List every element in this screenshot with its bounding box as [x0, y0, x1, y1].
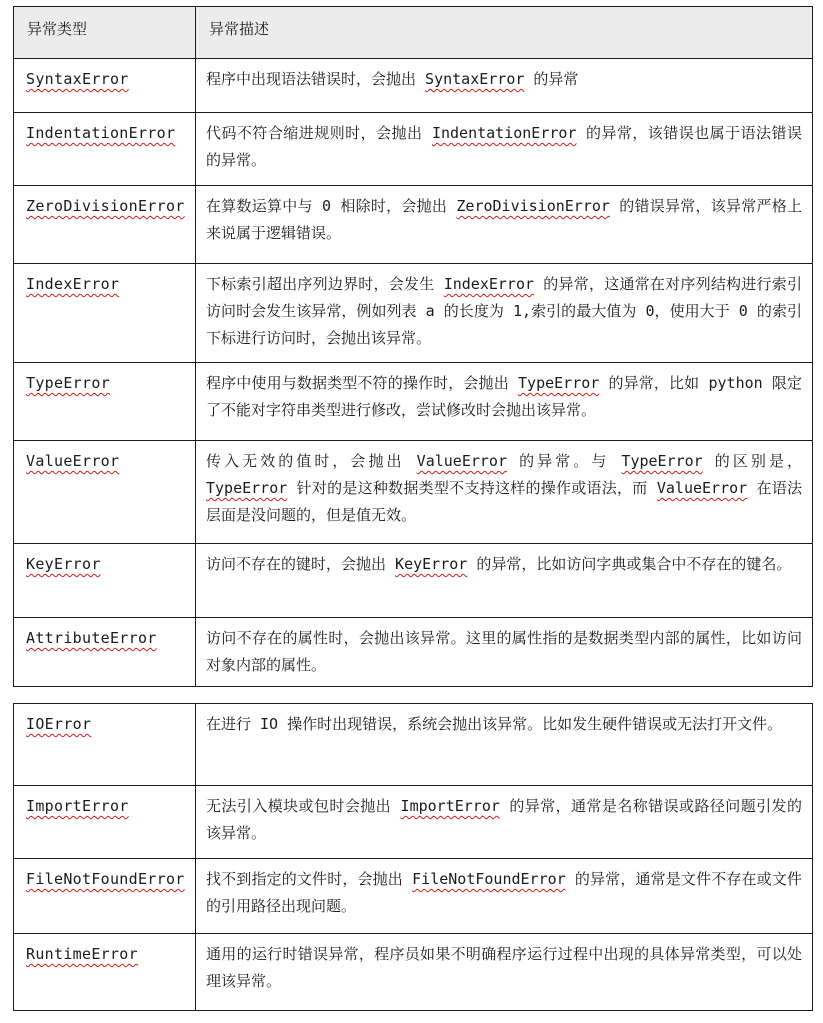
table-row — [14, 186, 813, 264]
desc-code-segment: ImportError — [400, 797, 500, 815]
exception-desc-cell — [196, 264, 813, 363]
exception-type-cell — [14, 934, 196, 1011]
desc-text-segment: 无法引入模块或包时会抛出 — [206, 797, 401, 815]
table-row — [14, 934, 813, 1011]
desc-text-segment: 访问不存在的属性时，会抛出该异常。这里的属性指的是数据类型内部的属性，比如访问对象内部的属性。 — [206, 629, 802, 674]
desc-text-segment: 的异常，比如访问字典或集合中不存在的键名。 — [467, 555, 792, 573]
table-header-row — [14, 7, 813, 59]
header-exception-type — [14, 7, 196, 59]
desc-text-segment: 在进行 IO 操作时出现错误，系统会抛出该异常。比如发生硬件错误或无法打开文件。 — [206, 715, 783, 733]
desc-text-segment: 在算数运算中与 0 相除时，会抛出 — [206, 197, 457, 215]
exception-type-text: SyntaxError — [26, 70, 129, 88]
exception-type-cell — [14, 363, 196, 441]
desc-code-segment: IndexError — [443, 275, 535, 293]
desc-text-segment: 的异常，这通常在对序列结构进行索引访问时会发生该异常，例如列表 a 的长度为 1,索引的最大值为 0，使用大于 0 的索引下标进行访问时，会抛出该异常。 — [206, 275, 802, 347]
exception-type-cell — [14, 113, 196, 186]
desc-text-segment: 的区别是， — [702, 452, 802, 470]
exception-type-text: IndexError — [26, 275, 120, 293]
exception-type-text: FileNotFoundError — [26, 870, 185, 888]
desc-text-segment: 代码不符合缩进规则时，会抛出 — [206, 124, 432, 142]
exception-type-text: KeyError — [26, 555, 101, 573]
exception-type-cell — [14, 618, 196, 687]
exception-type-cell — [14, 441, 196, 544]
exception-type-cell — [14, 186, 196, 264]
exception-desc-cell — [196, 704, 813, 786]
table-row — [14, 544, 813, 618]
desc-text-segment: 在语法层面是没问题的，但是值无效。 — [206, 479, 803, 524]
desc-text-segment: 的异常，比如 python 限定了不能对字符串类型进行修改，尝试修改时会抛出该异常。 — [206, 374, 802, 419]
exception-type-text: ImportError — [26, 797, 129, 815]
desc-code-segment: IndentationError — [431, 124, 577, 142]
exception-desc-cell — [196, 59, 813, 113]
table-row — [14, 618, 813, 687]
table-row — [14, 264, 813, 363]
desc-text-segment: 的异常，通常是名称错误或路径问题引发的该异常。 — [206, 797, 802, 842]
exception-table-secondary — [13, 703, 813, 1011]
desc-text-segment: 找不到指定的文件时，会抛出 — [206, 870, 413, 888]
table-separator-gap — [13, 687, 812, 703]
exception-table-primary — [13, 6, 813, 687]
exception-type-text: IndentationError — [26, 124, 176, 142]
desc-text-segment: 传入无效的值时，会抛出 — [206, 452, 417, 470]
desc-text-segment: 的异常 — [524, 70, 579, 88]
header-exception-desc — [196, 7, 813, 59]
desc-text-segment: 程序中使用与数据类型不符的操作时，会抛出 — [206, 374, 519, 392]
desc-text-segment: 程序中出现语法错误时，会抛出 — [206, 70, 426, 88]
exception-type-text: AttributeError — [26, 629, 157, 647]
table-row — [14, 59, 813, 113]
desc-text-segment: 的错误异常，该异常严格上来说属于逻辑错误。 — [206, 197, 802, 242]
table-row — [14, 363, 813, 441]
table-row — [14, 704, 813, 786]
exception-desc-cell — [196, 618, 813, 687]
desc-code-segment: KeyError — [395, 555, 468, 573]
exception-desc-cell — [196, 934, 813, 1011]
exception-desc-cell — [196, 363, 813, 441]
exception-desc-cell — [196, 544, 813, 618]
desc-code-segment: ValueError — [656, 479, 748, 497]
desc-text-segment: 通用的运行时错误异常，程序员如果不明确程序运行过程中出现的具体异常类型，可以处理该异常。 — [206, 945, 802, 990]
desc-text-segment: 的异常。与 — [506, 452, 622, 470]
desc-text-segment: 的异常，该错误也属于语法错误的异常。 — [206, 124, 802, 169]
exception-desc-cell — [196, 441, 813, 544]
table-row — [14, 859, 813, 934]
desc-text-segment: 下标索引超出序列边界时，会发生 — [206, 275, 444, 293]
desc-text-segment: 访问不存在的键时，会抛出 — [206, 555, 396, 573]
table-row — [14, 786, 813, 859]
exception-type-cell — [14, 704, 196, 786]
exception-type-cell — [14, 544, 196, 618]
header-exception-desc-label: 异常描述 — [209, 20, 270, 38]
table-row — [14, 113, 813, 186]
exception-type-cell — [14, 859, 196, 934]
desc-code-segment: ZeroDivisionError — [456, 197, 610, 215]
exception-desc-cell — [196, 186, 813, 264]
desc-code-segment: ValueError — [416, 452, 507, 470]
exception-type-cell — [14, 264, 196, 363]
exception-type-text: ZeroDivisionError — [26, 197, 185, 215]
desc-code-segment: TypeError — [621, 452, 703, 470]
desc-code-segment: FileNotFoundError — [412, 870, 566, 888]
exception-type-cell — [14, 59, 196, 113]
desc-text-segment: 的异常，通常是文件不存在或文件的引用路径出现问题。 — [206, 870, 802, 915]
exception-desc-cell — [196, 786, 813, 859]
exception-type-text: RuntimeError — [26, 945, 138, 963]
exception-type-text: IOError — [26, 715, 92, 733]
exception-desc-cell — [196, 859, 813, 934]
desc-text-segment: 针对的是这种数据类型不支持这样的操作或语法，而 — [287, 479, 657, 497]
desc-code-segment: TypeError — [206, 479, 288, 497]
table-row — [14, 441, 813, 544]
exception-desc-cell — [196, 113, 813, 186]
exception-type-cell — [14, 786, 196, 859]
header-exception-type-label: 异常类型 — [27, 20, 88, 38]
exception-type-text: ValueError — [26, 452, 120, 470]
desc-code-segment: TypeError — [518, 374, 600, 392]
desc-code-segment: SyntaxError — [425, 70, 525, 88]
exception-type-text: TypeError — [26, 374, 110, 392]
